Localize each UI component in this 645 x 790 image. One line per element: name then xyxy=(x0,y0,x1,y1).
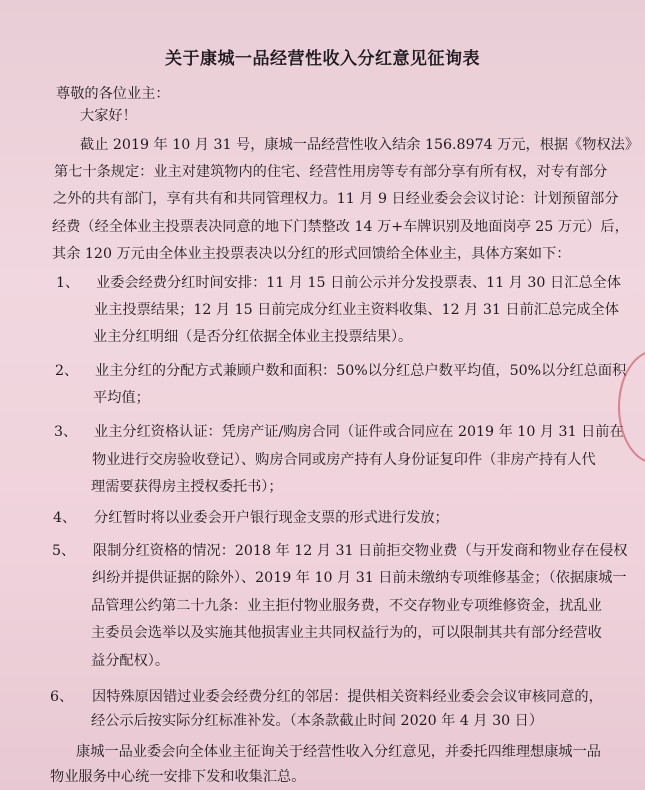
item-number: 1、 xyxy=(56,275,80,291)
item-line: 业主分红的分配方式兼顾户数和面积：50%以分红总户数平均值，50%以分红总面积 xyxy=(95,363,627,379)
item-line: 经公示后按实际分红标准补发。（本条款截止时间 2020 年 4 月 30 日） xyxy=(91,713,544,729)
item-number: 5、 xyxy=(52,543,76,559)
item-number: 6、 xyxy=(50,689,74,705)
item-line: 主委员会选举以及实施其他损害业主共同权益行为的，可以限制其共有部分经营收 xyxy=(91,625,602,641)
item-line: 益分配权）。 xyxy=(91,653,170,669)
item-number: 3、 xyxy=(54,424,78,440)
item-line: 业主投票结果；12 月 15 日前完成分红业主资料收集、12 月 31 日前汇总完成全体 xyxy=(94,302,619,318)
intro-line: 之外的共有部门，享有共有和共同管理权力。11 月 9 日经业委会会议讨论：计划预留部分 xyxy=(53,191,619,207)
item-number: 2、 xyxy=(55,363,79,379)
item-line: 业委会经费分红时间安排：11 月 15 日前公示并分发投票表、11 月 30 日汇总全体 xyxy=(96,275,621,291)
intro-line: 经费（经全体业主投票表决同意的地下门禁整改 14 万+车牌识别及地面岗亭 25 万元）后， xyxy=(52,219,629,235)
item-line: 平均值； xyxy=(93,390,150,406)
item-line: 品管理公约第二十九条：业主拒付物业服务费，不交存物业专项维修资金，扰乱业 xyxy=(91,598,602,614)
greeting: 大家好！ xyxy=(80,108,137,124)
item-line: 业主分红资格认证：凭房产证/购房合同（证件或合同应在 2019 年 10 月 31 日前在 xyxy=(94,424,624,440)
item-line: 业主分红明细（是否分红依据全体业主投票结果）。 xyxy=(93,329,413,345)
item-line: 限制分红资格的情况：2018 年 12 月 31 日前拒交物业费（与开发商和物业存在侵权 xyxy=(93,543,628,559)
item-line: 纠纷并提供证据的除外）、2019 年 10 月 31 日前未缴纳专项维修基金；（依据康城一 xyxy=(92,570,627,586)
intro-line: 第七十条规定：业主对建筑物内的住宅、经营性用房等专有部分享有所有权，对专有部分 xyxy=(54,164,608,180)
item-line: 物业进行交房验收登记）、购房合同或房产持有人身份证复印件（非房产持有人代 xyxy=(92,452,596,468)
item-number: 4、 xyxy=(53,510,77,526)
intro-line: 截止 2019 年 10 月 31 号，康城一品经营性收入结余 156.8974 万元，根据《物权法》 xyxy=(80,137,640,153)
item-line: 因特殊原因错过业委会经费分红的邻居：提供相关资料经业委会会议审核同意的， xyxy=(92,689,603,705)
intro-line: 其余 120 万元由全体业主投票表决以分红的形式回馈给全体业主，具体方案如下： xyxy=(52,246,571,262)
closing-line: 物业服务中心统一安排下发和收集汇总。 xyxy=(50,769,306,785)
item-line: 理需要获得房主授权委托书）； xyxy=(91,479,283,495)
salutation: 尊敬的各位业主： xyxy=(56,86,170,102)
item-line: 分红暂时将以业委会开户银行现金支票的形式进行发放； xyxy=(94,510,449,526)
closing-line: 康城一品业委会向全体业主征询关于经营性收入分红意见，并委托四维理想康城一品 xyxy=(76,744,601,760)
document-title: 关于康城一品经营性收入分红意见征询表 xyxy=(165,49,480,69)
